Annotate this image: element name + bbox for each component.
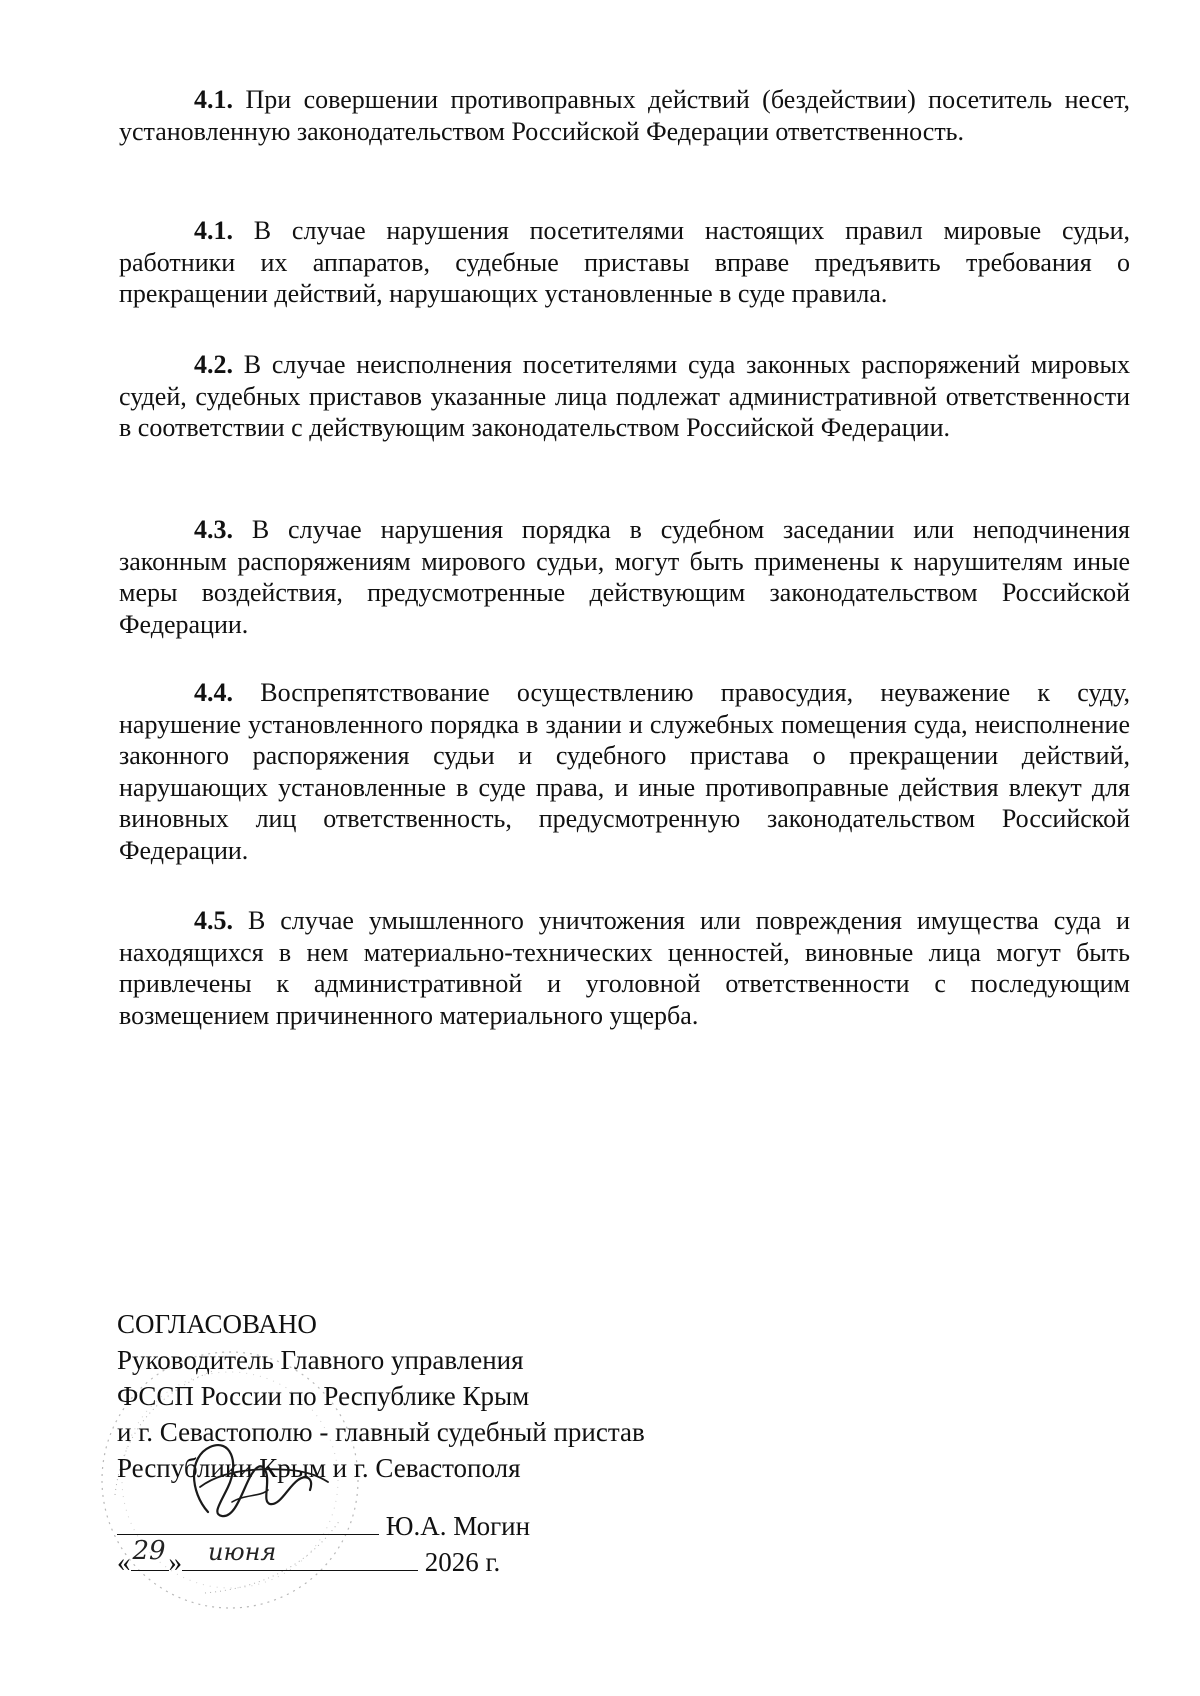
section-4-2 — [119, 349, 1130, 444]
date-row — [117, 1536, 501, 1578]
approval-heading: СОГЛАСОВАНО — [117, 1309, 317, 1339]
section-text: В случае неисполнения посетителями суда законных распоряжений мировых судей, судебных приставов указанные лица подлежат административной ответственности в соответствии с действующим законодательством Российской Федерации. — [119, 350, 1130, 442]
section-4-3 — [119, 514, 1130, 640]
date-open-quote: « — [117, 1547, 131, 1577]
section-4-1-liability — [119, 84, 1130, 147]
section-number: 4.1. — [194, 85, 233, 114]
date-day-underline — [131, 1536, 169, 1571]
section-4-5 — [119, 905, 1130, 1031]
date-month-underline — [182, 1538, 418, 1571]
section-text: Воспрепятствование осуществлению правосудия, неуважение к суду, нарушение установленного порядка в здании и служебных помещения суда, неисполнение законного распоряжения судьи и судебного пристава о прекращении действий, нарушающих установленные в суде права, и иные противоправные действия влекут для виновных лиц ответственность, предусмотренную законодательством Российской Федерации. — [119, 678, 1130, 865]
signer-name: Ю.А. Могин — [385, 1511, 531, 1541]
section-number: 4.5. — [194, 906, 233, 935]
signature-row — [117, 1508, 530, 1542]
approval-title-line: и г. Севастополю - главный судебный пристав — [117, 1417, 645, 1447]
date-month: июня — [208, 1538, 277, 1566]
section-number: 4.1. — [194, 216, 233, 245]
approval-title-line: Руководитель Главного управления — [117, 1345, 524, 1375]
section-text: В случае нарушения посетителями настоящих правил мировые судьи, работники их аппаратов, судебные приставы вправе предъявить требования о прекращении действий, нарушающих установленные в суде правила. — [119, 216, 1131, 308]
approval-title-line: Республики Крым и г. Севастополя — [117, 1453, 521, 1483]
section-4-1-violation — [119, 215, 1130, 310]
date-year: 2026 г. — [424, 1547, 501, 1577]
section-number: 4.3. — [194, 515, 233, 544]
section-text: В случае нарушения порядка в судебном заседании или неподчинения законным распоряжениям мирового судьи, могут быть применены к нарушителям иные меры воздействия, предусмотренные действующим законодательством Российской Федерации. — [119, 515, 1130, 639]
section-number: 4.4. — [194, 678, 233, 707]
section-4-4 — [119, 677, 1130, 866]
section-text: В случае умышленного уничтожения или повреждения имущества суда и находящихся в нем материально-технических ценностей, виновные лица могут быть привлечены к административной и уголовной ответственности с последующим возмещением причиненного материального ущерба. — [119, 906, 1130, 1030]
date-day: 29 — [132, 1536, 166, 1566]
approval-title-line: ФССП России по Республике Крым — [117, 1381, 530, 1411]
date-close-quote: » — [168, 1547, 182, 1577]
section-text: При совершении противоправных действий (бездействии) посетитель несет, установленную законодательством Российской Федерации ответственность. — [119, 85, 1131, 146]
signature-underline — [117, 1508, 379, 1535]
section-number: 4.2. — [194, 350, 233, 379]
